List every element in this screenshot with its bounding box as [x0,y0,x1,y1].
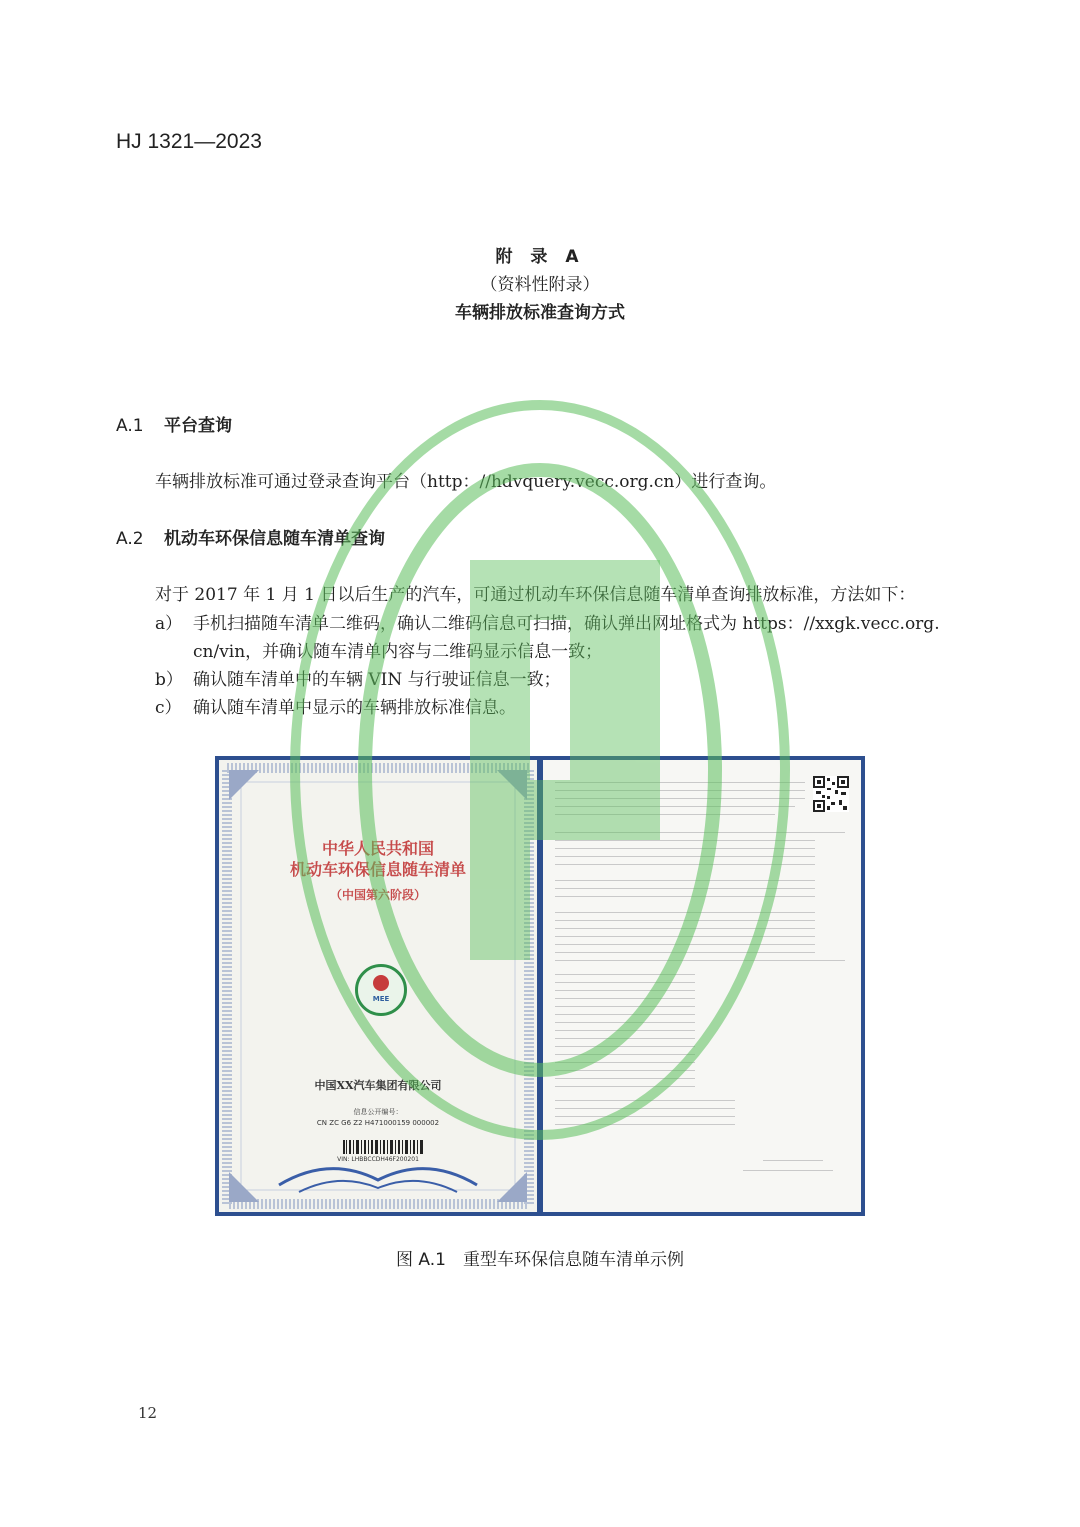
list-item-a [155,609,940,634]
list-item-text: 确认随车清单中的车辆 VIN 与行驶证信息一致； [193,670,561,690]
certificate-vin: VIN: LHBBCCDH46F200201 [337,1156,419,1163]
seal-emblem-icon [373,975,389,991]
section-a2-intro: 对于 2017 年 1 月 1 日以后生产的汽车，可通过机动车环保信息随车清单查询排放标准，方法如下： [155,585,916,605]
page-number: 12 [138,1404,158,1422]
appendix-title: 附 录 A [495,247,585,267]
certificate-cover [219,760,537,1212]
section-a2-heading [116,524,385,549]
qr-code-icon [813,776,849,812]
section-a1-heading [116,411,232,436]
list-item-c [155,693,516,718]
section-number: A.1 [116,416,144,436]
certificate-detail-page [543,760,861,1212]
list-item-label: c） [155,698,182,718]
list-item-text: 手机扫描随车清单二维码，确认二维码信息可扫描，确认弹出网址格式为 https：//xxgk.vecc.org. [193,614,940,634]
section-a1-body: 车辆排放标准可通过登录查询平台（http：//hdvquery.vecc.org.cn）进行查询。 [155,472,777,492]
certificate-image [215,756,865,1216]
certificate-title-line1: 中华人民共和国 [321,839,434,858]
list-item-b [155,665,561,690]
mee-seal-icon [355,964,407,1016]
list-item-label: a） [155,614,183,634]
seal-text: MEE [372,995,390,1003]
certificate-title-line2: 机动车环保信息随车清单 [289,860,466,879]
certificate-info-label: 信息公开编号： [353,1108,403,1116]
figure-caption: 图 A.1 重型车环保信息随车清单示例 [396,1250,684,1270]
list-item-text: 确认随车清单中显示的车辆排放标准信息。 [193,698,516,718]
list-item-label: b） [155,670,183,690]
appendix-heading: 车辆排放标准查询方式 [455,303,625,323]
barcode-icon [343,1140,423,1154]
certificate-info-number: CN ZC G6 Z2 H471000159 000002 [316,1119,440,1127]
section-title: 机动车环保信息随车清单查询 [164,529,385,549]
list-item-a-continuation: cn/vin，并确认随车清单内容与二维码显示信息一致； [193,642,603,662]
appendix-subtitle: （资料性附录） [480,275,600,295]
standard-code: HJ 1321—2023 [116,130,262,153]
certificate-title-line3: （中国第六阶段） [329,888,426,902]
certificate-company: 中国XX汽车集团有限公司 [314,1079,442,1092]
section-number: A.2 [116,529,144,549]
section-title: 平台查询 [164,416,232,436]
